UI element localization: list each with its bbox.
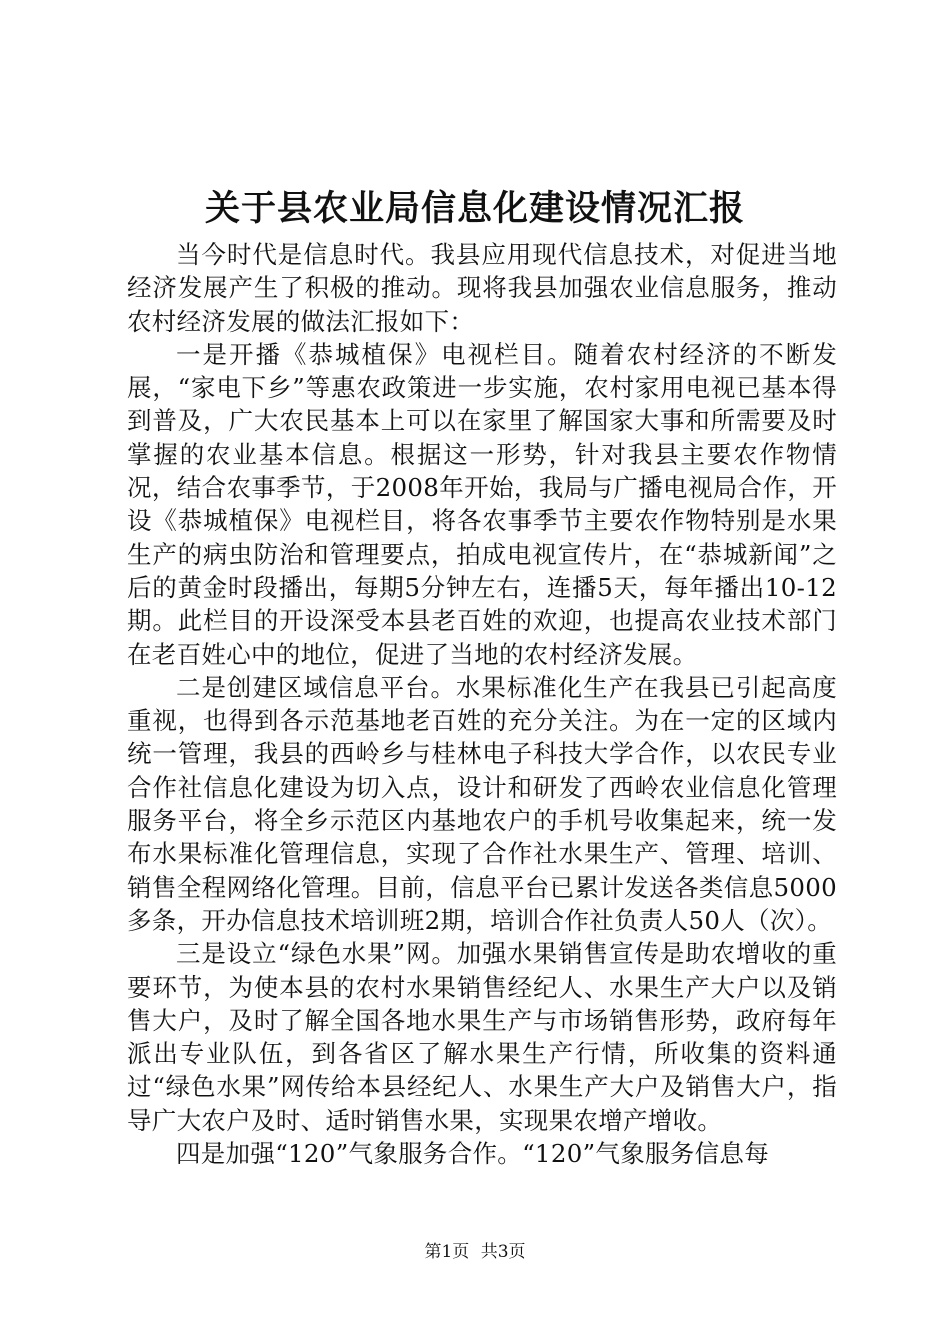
paragraph-green-fruit-website: 三是设立“绿色水果”网。加强水果销售宣传是助农增收的重要环节，为使本县的农村水果销售经纪人、水果生产大户以及销售大户，及时了解全国各地水果生产与市场销售形势，政府每年派出专业队伍，到各省区了解水果生产行情，所收集的资料通过“绿色水果”网传给本县经纪人、水果生产大户及销售大户，指导广大农户及时、适时销售水果，实现果农增产增收。 bbox=[127, 939, 837, 1135]
page-footer bbox=[0, 1240, 950, 1264]
paragraph-weather-service: 四是加强“120”气象服务合作。“120”气象服务信息每 bbox=[176, 1139, 770, 1169]
paragraph-tv-program: 一是开播《恭城植保》电视栏目。随着农村经济的不断发展，“家电下乡”等惠农政策进一步实施，农村家用电视已基本得到普及，广大农民基本上可以在家里了解国家大事和所需要及时掌握的农业基本信息。根据这一形势，针对我县主要农作物情况，结合农事季节，于2008年开始，我局与广播电视局合作，开设《恭城植保》电视栏目，将各农事季节主要农作物特别是水果生产的病虫防治和管理要点，拍成电视宣传片，在“恭城新闻”之后的黄金时段播出，每期5分钟左右，连播5天，每年播出10-12期。此栏目的开设深受本县老百姓的欢迎，也提高农业技术部门在老百姓心中的地位，促进了当地的农村经济发展。 bbox=[127, 339, 837, 669]
page-total: 共3页 bbox=[480, 1242, 526, 1262]
document-body bbox=[127, 238, 837, 1170]
paragraph-intro: 当今时代是信息时代。我县应用现代信息技术，对促进当地经济发展产生了积极的推动。现将我县加强农业信息服务，推动农村经济发展的做法汇报如下： bbox=[127, 240, 837, 336]
paragraph-info-platform: 二是创建区域信息平台。水果标准化生产在我县已引起高度重视，也得到各示范基地老百姓的充分关注。为在一定的区域内统一管理，我县的西岭乡与桂林电子科技大学合作，以农民专业合作社信息化建设为切入点，设计和研发了西岭农业信息化管理服务平台，将全乡示范区内基地农户的手机号收集起来，统一发布水果标准化管理信息，实现了合作社水果生产、管理、培训、销售全程网络化管理。目前，信息平台已累计发送各类信息5000多条，开办信息技术培训班2期，培训合作社负责人50人（次）。 bbox=[127, 672, 837, 935]
document-title: 关于县农业局信息化建设情况汇报 bbox=[204, 188, 745, 229]
page-number: 第1页 bbox=[424, 1242, 470, 1262]
